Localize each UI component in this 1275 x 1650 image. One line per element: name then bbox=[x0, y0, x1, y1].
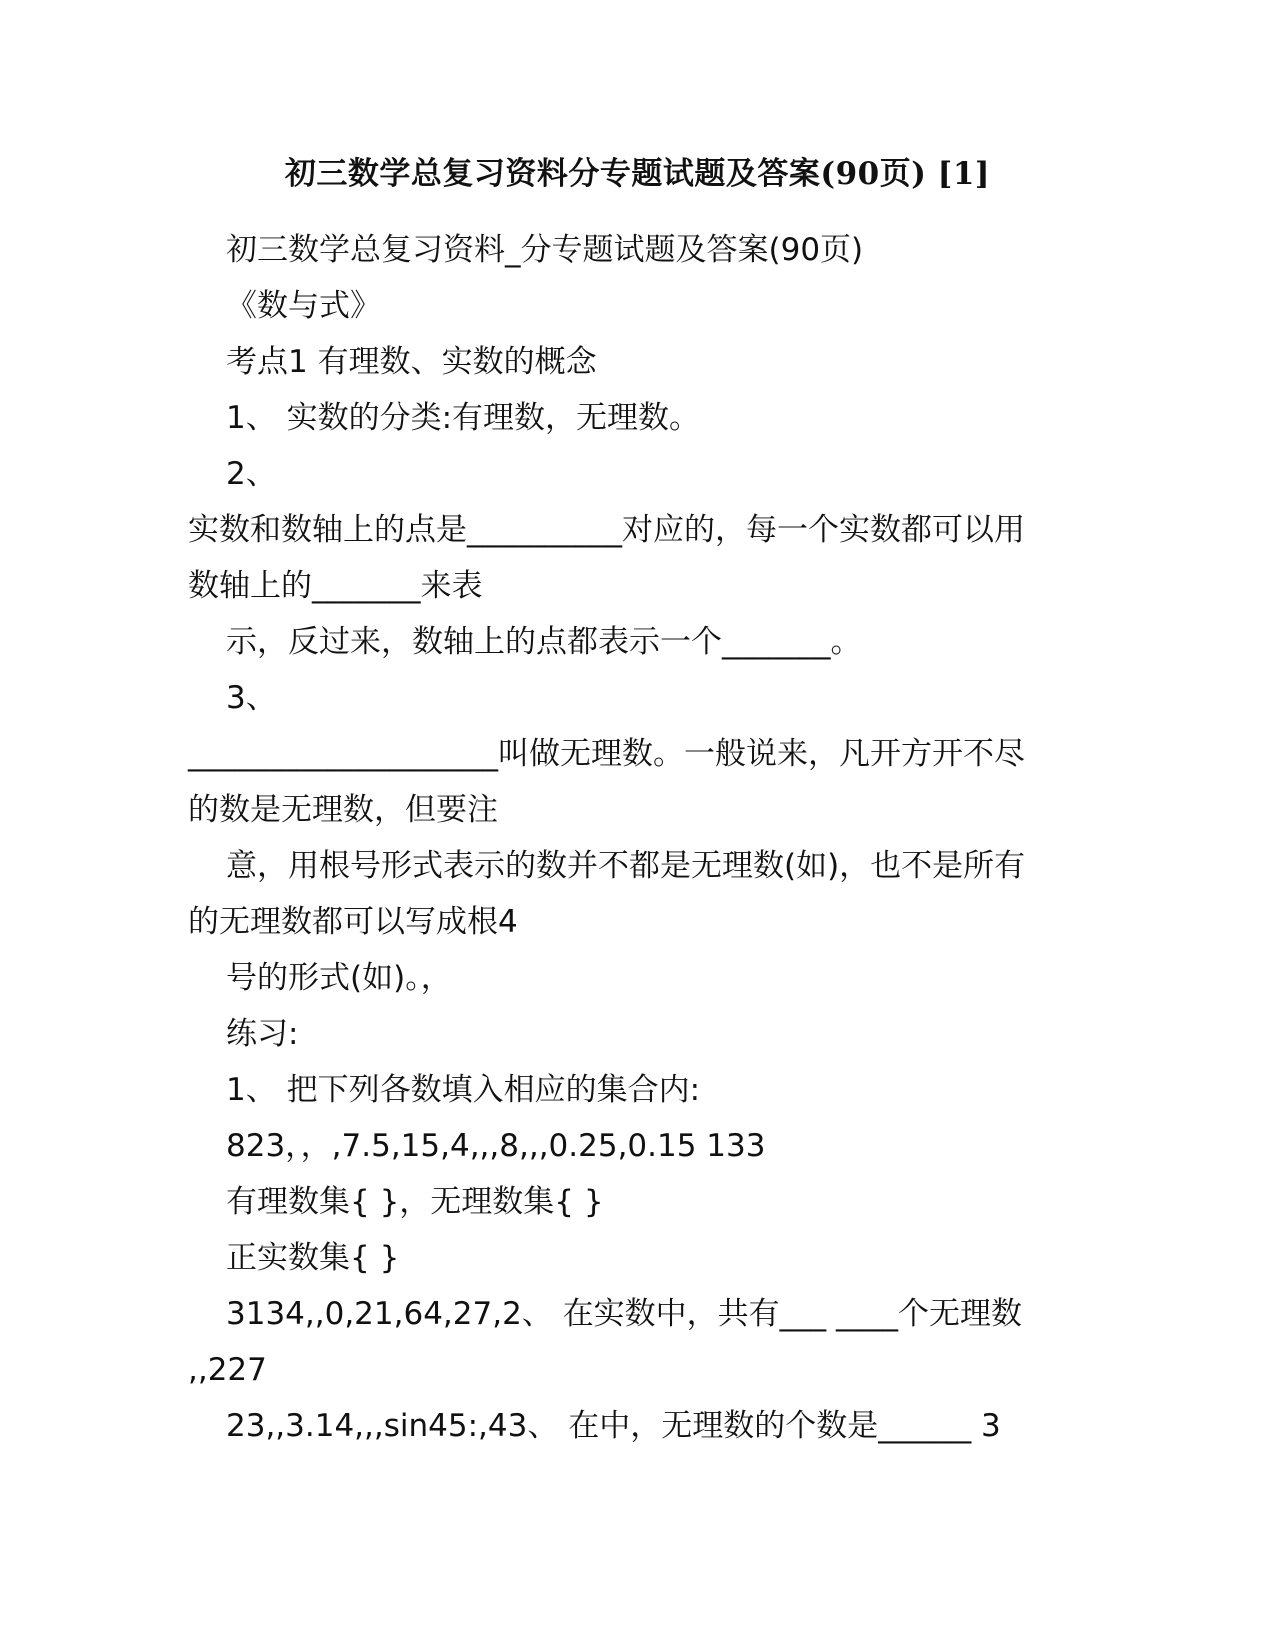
text-line: 的无理数都可以写成根4 bbox=[188, 904, 518, 940]
text-line: 2、 bbox=[226, 456, 277, 492]
text-line: 号的形式(如)。， bbox=[226, 960, 452, 996]
text-line: 823，，,7.5,15,4,,,8,,,0.25,0.15 133 bbox=[226, 1128, 766, 1164]
section-heading: 《数与式》 bbox=[226, 288, 381, 324]
document-title: 初三数学总复习资料分专题试题及答案(90页) [1] bbox=[284, 156, 991, 192]
subtitle-line: 初三数学总复习资料_分专题试题及答案(90页) bbox=[226, 232, 864, 268]
text-line: ,,227 bbox=[188, 1352, 267, 1388]
text-line: 1、 把下列各数填入相应的集合内: bbox=[226, 1072, 701, 1108]
text-line: 实数和数轴上的点是__________对应的，每一个实数都可以用 bbox=[188, 512, 1025, 548]
document-body bbox=[188, 222, 1088, 1454]
text-line: 有理数集{ }，无理数集{ } bbox=[226, 1184, 604, 1220]
text-line: 正实数集{ } bbox=[226, 1240, 400, 1276]
text-line: 3、 bbox=[226, 680, 277, 716]
text-line: 3134,,0,21,64,27,2、 在实数中，共有___ ____个无理数 bbox=[226, 1296, 1023, 1332]
text-line: 1、 实数的分类:有理数，无理数。 bbox=[226, 400, 701, 436]
topic-heading: 考点1 有理数、实数的概念 bbox=[226, 344, 597, 380]
text-line: 23,,3.14,,,sin45:,43、 在中，无理数的个数是______ 3 bbox=[226, 1408, 1001, 1444]
text-line: 的数是无理数，但要注 bbox=[188, 792, 498, 828]
text-line: 意，用根号形式表示的数并不都是无理数(如)，也不是所有 bbox=[226, 848, 1026, 884]
text-line: ____________________叫做无理数。一般说来，凡开方开不尽 bbox=[188, 736, 1025, 772]
text-line: 示，反过来，数轴上的点都表示一个_______。 bbox=[226, 624, 862, 660]
text-line: 数轴上的_______来表 bbox=[188, 568, 483, 604]
exercise-heading: 练习: bbox=[226, 1016, 299, 1052]
